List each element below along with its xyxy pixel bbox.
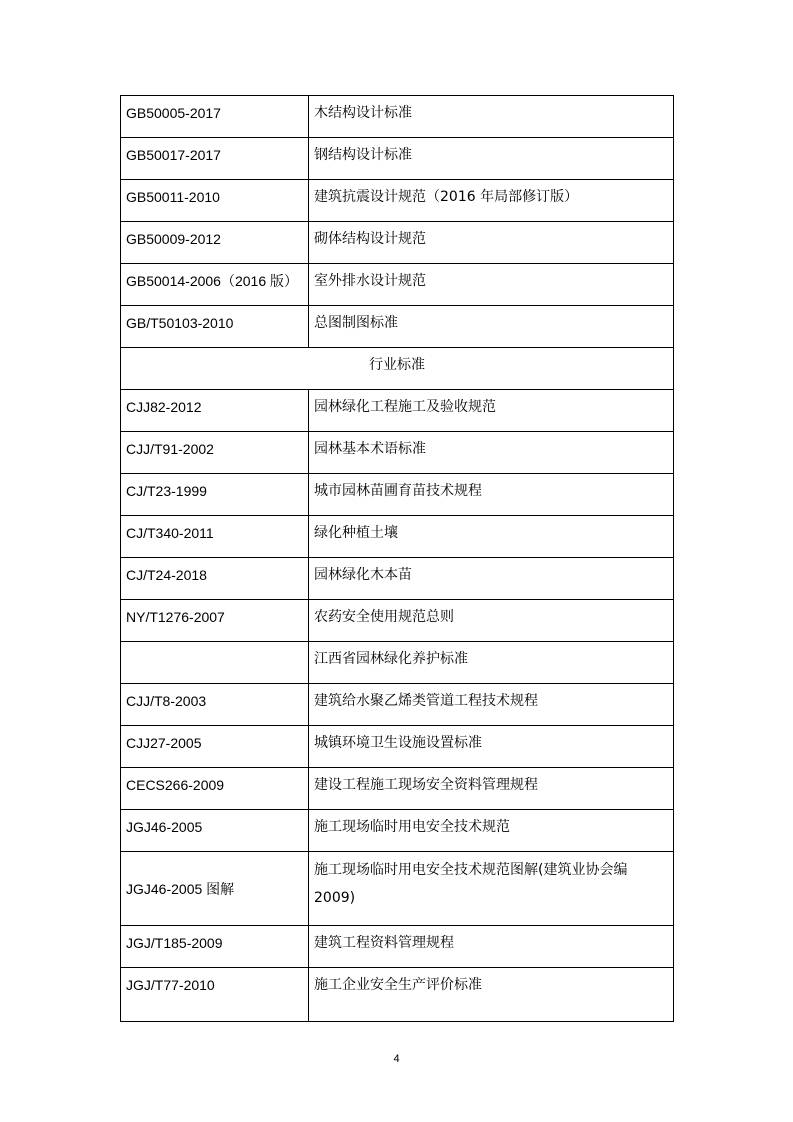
table-row xyxy=(121,810,674,852)
standard-code: GB50011-2010 xyxy=(121,180,309,222)
table-row xyxy=(121,306,674,348)
standard-code: JGJ/T185-2009 xyxy=(121,926,309,968)
standard-name: 建设工程施工现场安全资料管理规程 xyxy=(309,768,674,810)
table-row xyxy=(121,96,674,138)
section-heading-row xyxy=(121,348,674,390)
standard-name: 钢结构设计标准 xyxy=(309,138,674,180)
standard-name: 砌体结构设计规范 xyxy=(309,222,674,264)
standard-code: CJ/T23-1999 xyxy=(121,474,309,516)
table-row xyxy=(121,222,674,264)
standard-name: 施工企业安全生产评价标准 xyxy=(309,968,674,1022)
standard-code: GB/T50103-2010 xyxy=(121,306,309,348)
table-row xyxy=(121,642,674,684)
standard-code: GB50017-2017 xyxy=(121,138,309,180)
standard-code: CECS266-2009 xyxy=(121,768,309,810)
table-row xyxy=(121,474,674,516)
standard-name: 农药安全使用规范总则 xyxy=(309,600,674,642)
page-number: 4 xyxy=(393,1053,400,1065)
table-row xyxy=(121,138,674,180)
standard-name: 江西省园林绿化养护标准 xyxy=(309,642,674,684)
standard-name: 施工现场临时用电安全技术规范图解(建筑业协会编 2009) xyxy=(309,852,674,926)
standard-name: 城市园林苗圃育苗技术规程 xyxy=(309,474,674,516)
standard-name: 园林基本术语标准 xyxy=(309,432,674,474)
table-row xyxy=(121,726,674,768)
standard-name: 绿化种植土壤 xyxy=(309,516,674,558)
standard-code: GB50014-2006（2016 版） xyxy=(121,264,309,306)
standard-name: 施工现场临时用电安全技术规范 xyxy=(309,810,674,852)
table-row xyxy=(121,684,674,726)
standards-table xyxy=(120,95,674,1022)
standard-code: JGJ46-2005 图解 xyxy=(121,852,309,926)
standard-name: 总图制图标准 xyxy=(309,306,674,348)
standard-code: CJJ/T8-2003 xyxy=(121,684,309,726)
standard-name: 城镇环境卫生设施设置标准 xyxy=(309,726,674,768)
table-row xyxy=(121,968,674,1022)
section-heading: 行业标准 xyxy=(121,348,674,390)
standard-name: 园林绿化工程施工及验收规范 xyxy=(309,390,674,432)
standard-code: CJ/T340-2011 xyxy=(121,516,309,558)
standard-code: CJ/T24-2018 xyxy=(121,558,309,600)
standard-name: 室外排水设计规范 xyxy=(309,264,674,306)
standard-code: CJJ82-2012 xyxy=(121,390,309,432)
table-row xyxy=(121,390,674,432)
standard-name: 建筑抗震设计规范（2016 年局部修订版） xyxy=(309,180,674,222)
standard-name: 建筑给水聚乙烯类管道工程技术规程 xyxy=(309,684,674,726)
table-row xyxy=(121,264,674,306)
standard-code xyxy=(121,642,309,684)
standard-code: GB50009-2012 xyxy=(121,222,309,264)
table-row xyxy=(121,558,674,600)
standard-code: JGJ46-2005 xyxy=(121,810,309,852)
table-row xyxy=(121,852,674,926)
table-row xyxy=(121,926,674,968)
standard-code: CJJ27-2005 xyxy=(121,726,309,768)
table-row xyxy=(121,180,674,222)
standard-code: GB50005-2017 xyxy=(121,96,309,138)
table-row xyxy=(121,768,674,810)
table-row xyxy=(121,432,674,474)
standard-name: 园林绿化木本苗 xyxy=(309,558,674,600)
standard-name: 木结构设计标准 xyxy=(309,96,674,138)
table-row xyxy=(121,600,674,642)
table-row xyxy=(121,516,674,558)
standard-code: JGJ/T77-2010 xyxy=(121,968,309,1022)
standard-code: CJJ/T91-2002 xyxy=(121,432,309,474)
standard-code: NY/T1276-2007 xyxy=(121,600,309,642)
standard-name: 建筑工程资料管理规程 xyxy=(309,926,674,968)
